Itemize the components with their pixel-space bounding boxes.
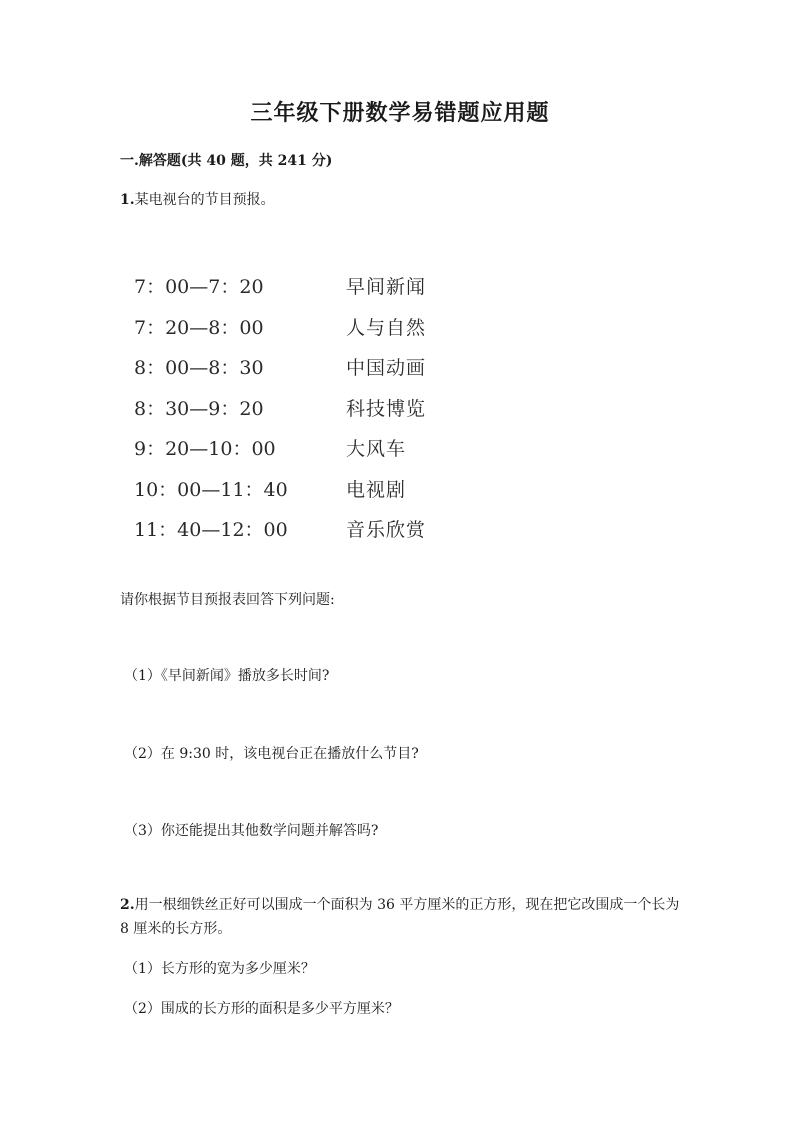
question-1 [120, 189, 275, 211]
question-1-sub-1: （1）《早间新闻》播放多长时间? [124, 668, 330, 684]
schedule-time: 10：00—11：40 [134, 478, 288, 501]
page-title: 三年级下册数学易错题应用题 [250, 100, 550, 126]
schedule-time: 7：20—8：00 [134, 316, 264, 339]
section-header: 一.解答题(共 40 题，共 241 分) [120, 153, 333, 169]
schedule-program: 大风车 [346, 438, 407, 460]
question-2-sub-2: （2）围成的长方形的面积是多少平方厘米？ [124, 1001, 399, 1017]
schedule-row [134, 349, 454, 390]
schedule-time: 9：20—10：00 [134, 438, 276, 460]
schedule-row [134, 268, 454, 309]
question-1-text: 某电视台的节目预报。 [134, 192, 275, 208]
question-1-sub-3: （3）你还能提出其他数学问题并解答吗? [124, 823, 379, 839]
schedule-row [134, 390, 454, 431]
schedule-time: 8：00—8：30 [134, 357, 264, 379]
schedule-program: 科技博览 [346, 397, 427, 420]
question-1-sub-2: （2）在 9:30 时，该电视台正在播放什么节目? [124, 746, 419, 762]
question-2 [120, 893, 690, 941]
question-1-prompt: 请你根据节目预报表回答下列问题: [120, 592, 335, 608]
schedule-program: 人与自然 [346, 316, 427, 339]
schedule-row [134, 309, 454, 350]
schedule-row [134, 471, 454, 512]
schedule-time: 8：30—9：20 [134, 397, 264, 420]
question-2-number: 2. [120, 897, 135, 913]
schedule-row [134, 430, 454, 471]
schedule-program: 电视剧 [346, 478, 407, 501]
schedule-program: 音乐欣赏 [346, 519, 427, 541]
schedule-program: 早间新闻 [346, 276, 427, 298]
question-2-sub-1: （1）长方形的宽为多少厘米？ [124, 961, 315, 977]
schedule-program: 中国动画 [346, 357, 427, 379]
schedule-time: 7：00—7：20 [134, 276, 264, 298]
question-1-number: 1. [120, 192, 135, 208]
schedule-time: 11：40—12：00 [134, 519, 288, 541]
schedule-row [134, 511, 454, 552]
program-schedule [134, 268, 454, 552]
question-2-text: 用一根细铁丝正好可以围成一个面积为 36 平方厘米的正方形，现在把它改围成一个长为 8 厘米的长方形。 [120, 897, 680, 937]
